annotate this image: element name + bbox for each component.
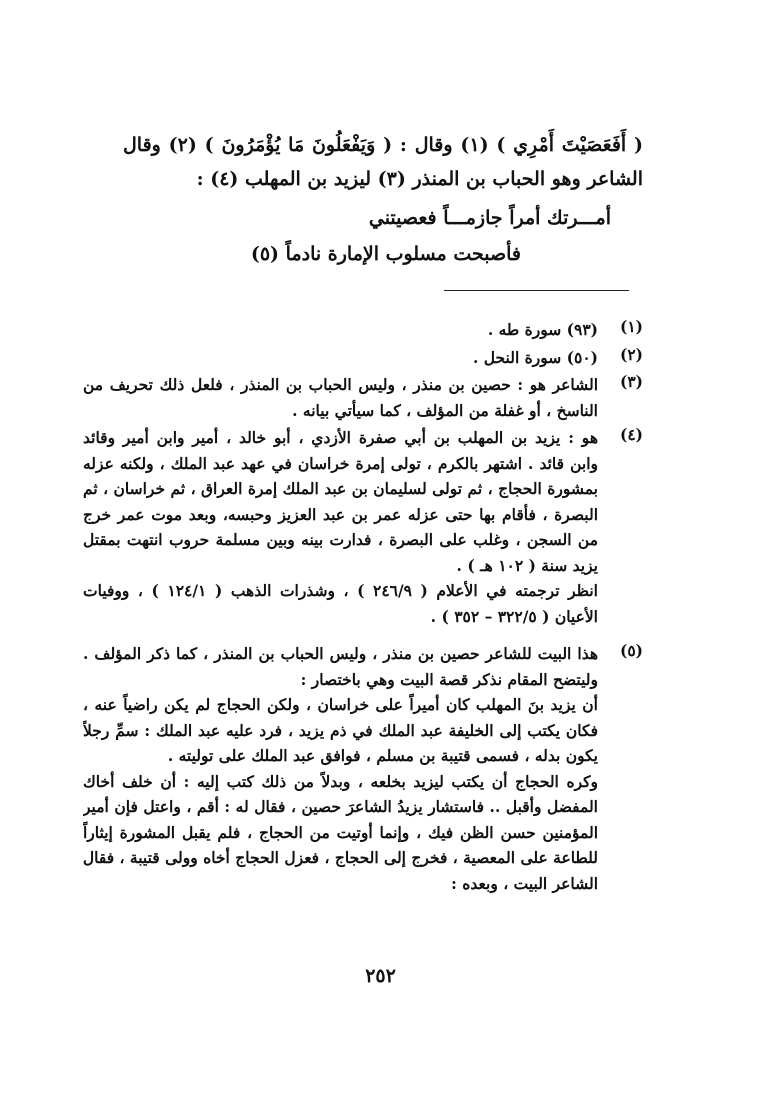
footnote-line: الناسخ ، أو غفلة من المؤلف ، كما سيأتي بيانه . xyxy=(292,400,598,420)
footnote-3 xyxy=(83,372,643,423)
footnote-line: البصرة ، فأقام بها حتى عزله عمر بن عبد العزيز وحبسه، وبعد موت عمر خرج xyxy=(83,504,598,524)
verse-hemistich-2: فأصبحت مسلوب الإمارة نادماً (٥) xyxy=(250,243,521,265)
footnote-separator xyxy=(444,290,629,291)
footnote-number: (٣) xyxy=(619,372,643,391)
footnote-number: (٢) xyxy=(619,344,643,364)
footnotes xyxy=(83,317,643,898)
footnote-number: (٤) xyxy=(619,425,643,444)
footnote-line: هو : يزيد بن المهلب بن أبي صفرة الأزدي ، أبو خالد ، أمير وابن أمير وقائد xyxy=(83,428,598,447)
footnote-line: من السجن ، وغلب على البصرة ، فدارت بينه وبين مسلمة حروب انتهت بمقتل xyxy=(83,530,598,549)
footnote-line: وكره الحجاج أن يكتب ليزيد بخلعه ، وبدلاً من ذلك كتب إليه : أن خلف أخاك xyxy=(83,771,598,791)
footnote-line: يزيد سنة ( ١٠٢ هـ ) . xyxy=(456,555,598,575)
footnote-line: فكان يكتب إلى الخليفة عبد الملك في ذم يزيد ، فرد عليه عبد الملك : سمِّ رجلاً xyxy=(83,720,598,740)
footnote-4 xyxy=(83,425,643,629)
main-line: ( أَفَعَصَيْتَ أَمْرِي ) (١) وقال : ( وَيَفْعَلُونَ مَا يُؤْمَرُونَ ) (٢) وقال xyxy=(123,134,643,156)
footnote-line: الشاعر هو : حصين بن منذر ، وليس الحباب بن المنذر ، فلعل ذلك تحريف من xyxy=(83,375,598,394)
footnote-1 xyxy=(83,317,643,343)
footnote-line: يكون بدله ، فسمى قتيبة بن مسلم ، فوافق عبد الملك على توليته . xyxy=(167,746,598,765)
footnote-line: المفضل وأقبل .. فاستشار يزيدُ الشاعرَ حصين ، فقال له : أقم ، واعتل فإن أمير xyxy=(83,797,598,816)
footnote-number: (١) xyxy=(619,317,643,336)
footnote-line: المؤمنين حسن الظن فيك ، وإنما أوتيت من الحجاج ، فلم يقبل المشورة إيثاراً xyxy=(83,822,598,842)
footnote-line: وابن قائد . اشتهر بالكرم ، تولى إمرة خراسان في عهد عبد الملك ، ولكنه عزله xyxy=(83,453,598,473)
footnote-line: الأعيان ( ٣٢٢/٥ – ٣٥٢ ) . xyxy=(430,606,598,626)
footnote-line: انظر ترجمته في الأعلام ( ٢٤٦/٩ ) ، وشذرات الذهب ( ١٢٤/١ ) ، ووفيات xyxy=(83,581,598,600)
footnote-number: (٥) xyxy=(619,641,643,660)
footnote-line: للطاعة على المعصية ، فخرج إلى الحجاج ، فعزل الحجاج أخاه وولى قتيبة ، فقال xyxy=(83,848,598,867)
footnote-line: الشاعر البيت ، وبعده : xyxy=(451,873,598,893)
footnote-2 xyxy=(83,345,643,371)
footnote-line: هذا البيت للشاعر حصين بن منذر ، وليس الحباب بن المنذر ، كما ذكر المؤلف . xyxy=(83,644,598,663)
page-number: ٢٥٢ xyxy=(365,965,396,987)
footnote-line: وليتضح المقام نذكر قصة البيت وهي باختصار : xyxy=(300,669,598,689)
main-line: الشاعر وهو الحباب بن المنذر (٣) ليزيد بن المهلب (٤) : xyxy=(196,168,643,190)
verse-hemistich-1: أمـــرتك أمراً جازمـــاً فعصيتني xyxy=(368,207,611,229)
footnote-line: أن يزيد بنَ المهلب كان أميراً على خراسان ، ولكن الحجاج لم يكن راضياً عنه ، xyxy=(83,695,598,714)
footnote-5 xyxy=(83,641,643,896)
footnote-line: (٥٠) سورة النحل . xyxy=(473,347,598,367)
footnote-line: بمشورة الحجاج ، ثم تولى لسليمان بن عبد الملك إمرة العراق ، ثم خراسان ، ثم xyxy=(83,479,598,498)
main-text xyxy=(123,128,643,196)
footnote-line: (٩٣) سورة طه . xyxy=(487,320,598,339)
